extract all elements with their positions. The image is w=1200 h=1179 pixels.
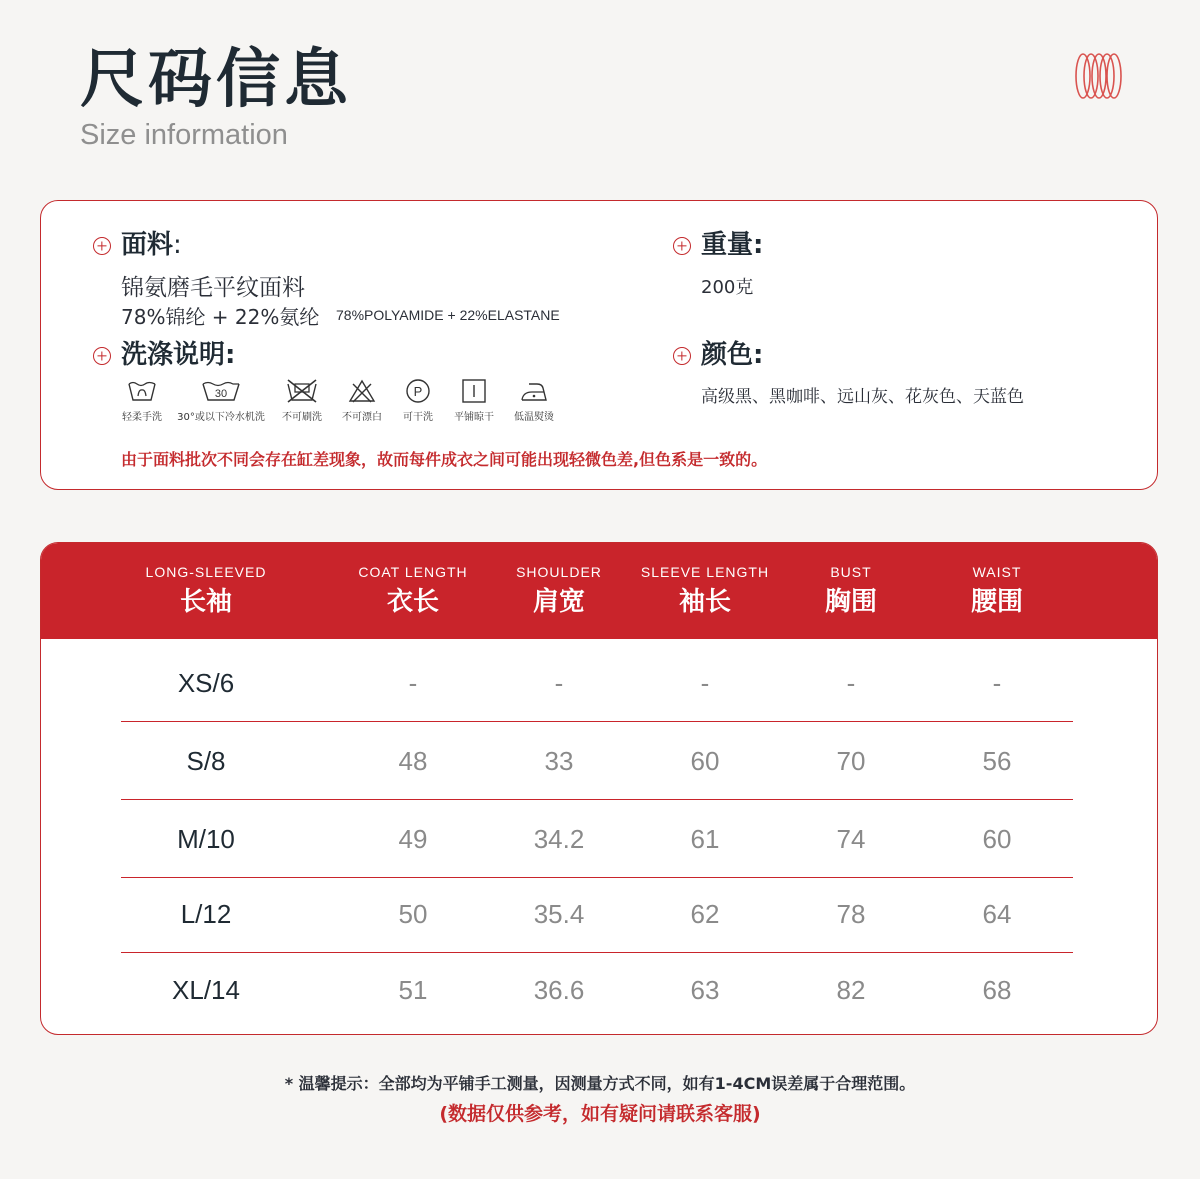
iron-low-icon xyxy=(519,378,549,404)
bust-cell: 82 xyxy=(836,975,866,1005)
waist-cell: 56 xyxy=(982,746,1012,776)
shoulder-cell: - xyxy=(554,668,564,698)
weight-value: 200克 xyxy=(701,277,754,298)
waist-cell: 68 xyxy=(982,975,1012,1005)
plus-circle-icon xyxy=(93,237,111,255)
size-cell: S/8 xyxy=(186,746,226,776)
dry-clean-letter: P xyxy=(413,384,423,399)
wash-instructions xyxy=(115,377,565,423)
table-row xyxy=(121,646,1073,722)
coat-length-cell: 49 xyxy=(398,824,428,854)
table-row xyxy=(121,802,1073,878)
header-coat-length xyxy=(338,543,488,619)
weight-title: 重量: xyxy=(701,230,764,260)
wash-label: 30°或以下冷水机洗 xyxy=(177,412,265,423)
fabric-title-colon: : xyxy=(173,230,182,260)
bust-cell: - xyxy=(846,668,856,698)
color-title: 颜色: xyxy=(701,340,764,370)
bust-cell: 78 xyxy=(836,899,866,929)
header-sleeve-length xyxy=(630,543,780,619)
wash-item-no-bleach xyxy=(333,377,391,423)
sleeve-length-cell: 60 xyxy=(690,746,720,776)
shoulder-cell: 35.4 xyxy=(533,899,585,929)
header-en: SLEEVE LENGTH xyxy=(640,564,770,580)
header-cn: 肩宽 xyxy=(532,587,585,617)
fabric-name: 锦氨磨毛平纹面料 xyxy=(121,275,305,301)
page-title: 尺码信息 xyxy=(80,43,352,117)
table-row xyxy=(121,724,1073,800)
sleeve-length-cell: 61 xyxy=(690,824,720,854)
plus-circle-icon xyxy=(93,347,111,365)
shoulder-cell: 33 xyxy=(544,746,574,776)
dry-clean-p-icon xyxy=(405,378,431,404)
machine-wash-30-icon xyxy=(201,378,241,404)
plus-circle-icon xyxy=(673,347,691,365)
header-cn: 袖长 xyxy=(678,587,731,617)
fabric-info-card xyxy=(40,200,1158,490)
plus-circle-icon xyxy=(673,237,691,255)
sleeve-length-cell: - xyxy=(700,668,710,698)
waist-cell: 64 xyxy=(982,899,1012,929)
header-cn: 衣长 xyxy=(386,587,439,617)
wash-label: 低温熨烫 xyxy=(514,412,554,423)
header-bust xyxy=(776,543,926,619)
wash-item-dry-flat xyxy=(445,377,503,423)
fabric-composition-cn: 78%锦纶 + 22%氨纶 xyxy=(121,305,320,329)
wash-label: 可干洗 xyxy=(403,412,433,423)
waist-cell: - xyxy=(992,668,1002,698)
size-table-header xyxy=(41,543,1157,639)
size-cell: L/12 xyxy=(180,899,232,929)
wash-item-dry-clean xyxy=(393,377,443,423)
bust-cell: 70 xyxy=(836,746,866,776)
header-cn: 胸围 xyxy=(824,587,877,617)
coat-length-cell: - xyxy=(408,668,418,698)
wash-label: 轻柔手洗 xyxy=(122,412,162,423)
header-en: LONG-SLEEVED xyxy=(145,564,267,580)
header-cn: 腰围 xyxy=(970,587,1023,617)
wash-item-no-brush xyxy=(273,377,331,423)
header-waist xyxy=(922,543,1072,619)
wash-label: 平铺晾干 xyxy=(454,412,494,423)
coat-length-cell: 50 xyxy=(398,899,428,929)
shoulder-cell: 34.2 xyxy=(533,824,585,854)
size-table xyxy=(40,542,1158,1035)
no-brush-icon xyxy=(285,378,319,404)
wash-label: 不可刷洗 xyxy=(282,412,322,423)
header-en: WAIST xyxy=(972,564,1022,580)
size-cell: XS/6 xyxy=(177,668,235,698)
fabric-composition-en: 78%POLYAMIDE + 22%ELASTANE xyxy=(336,307,560,323)
reference-note: (数据仅供参考，如有疑问请联系客服) xyxy=(439,1103,761,1125)
shoulder-cell: 36.6 xyxy=(533,975,585,1005)
header-long-sleeved xyxy=(131,543,281,619)
color-difference-notice: 由于面料批次不同会存在缸差现象，故而每件成衣之间可能出现轻微色差,但色系是一致的。 xyxy=(121,450,768,469)
header-shoulder xyxy=(484,543,634,619)
coat-length-cell: 51 xyxy=(398,975,428,1005)
wash-item-iron xyxy=(505,377,563,423)
wash-label: 不可漂白 xyxy=(342,412,382,423)
dry-flat-icon xyxy=(461,378,487,404)
size-cell: M/10 xyxy=(177,824,235,854)
table-row xyxy=(121,877,1073,953)
bust-cell: 74 xyxy=(836,824,866,854)
washing-title: 洗涤说明: xyxy=(121,340,236,370)
header-cn: 长袖 xyxy=(179,587,232,617)
coat-length-cell: 48 xyxy=(398,746,428,776)
header-en: COAT LENGTH xyxy=(358,564,468,580)
rings-logo-icon xyxy=(1072,50,1124,102)
measurement-tip: * 温馨提示：全部均为平铺手工测量，因测量方式不同，如有1-4CM误差属于合理范围。 xyxy=(284,1074,916,1093)
wash-temp-label: 30 xyxy=(214,388,228,400)
wash-item-hand xyxy=(115,377,169,423)
header-en: BUST xyxy=(830,564,872,580)
waist-cell: 60 xyxy=(982,824,1012,854)
no-bleach-icon xyxy=(348,378,376,404)
fabric-title-text: 面料 xyxy=(121,230,174,260)
wash-item-machine xyxy=(171,377,271,423)
color-value: 高级黑、黑咖啡、远山灰、花灰色、天蓝色 xyxy=(701,387,1024,407)
page-subtitle: Size information xyxy=(80,119,288,151)
sleeve-length-cell: 63 xyxy=(690,975,720,1005)
gentle-hand-wash-icon xyxy=(127,378,157,404)
header-en: SHOULDER xyxy=(516,564,602,580)
sleeve-length-cell: 62 xyxy=(690,899,720,929)
table-row xyxy=(121,953,1073,1028)
fabric-title xyxy=(121,229,182,261)
size-cell: XL/14 xyxy=(172,975,240,1005)
